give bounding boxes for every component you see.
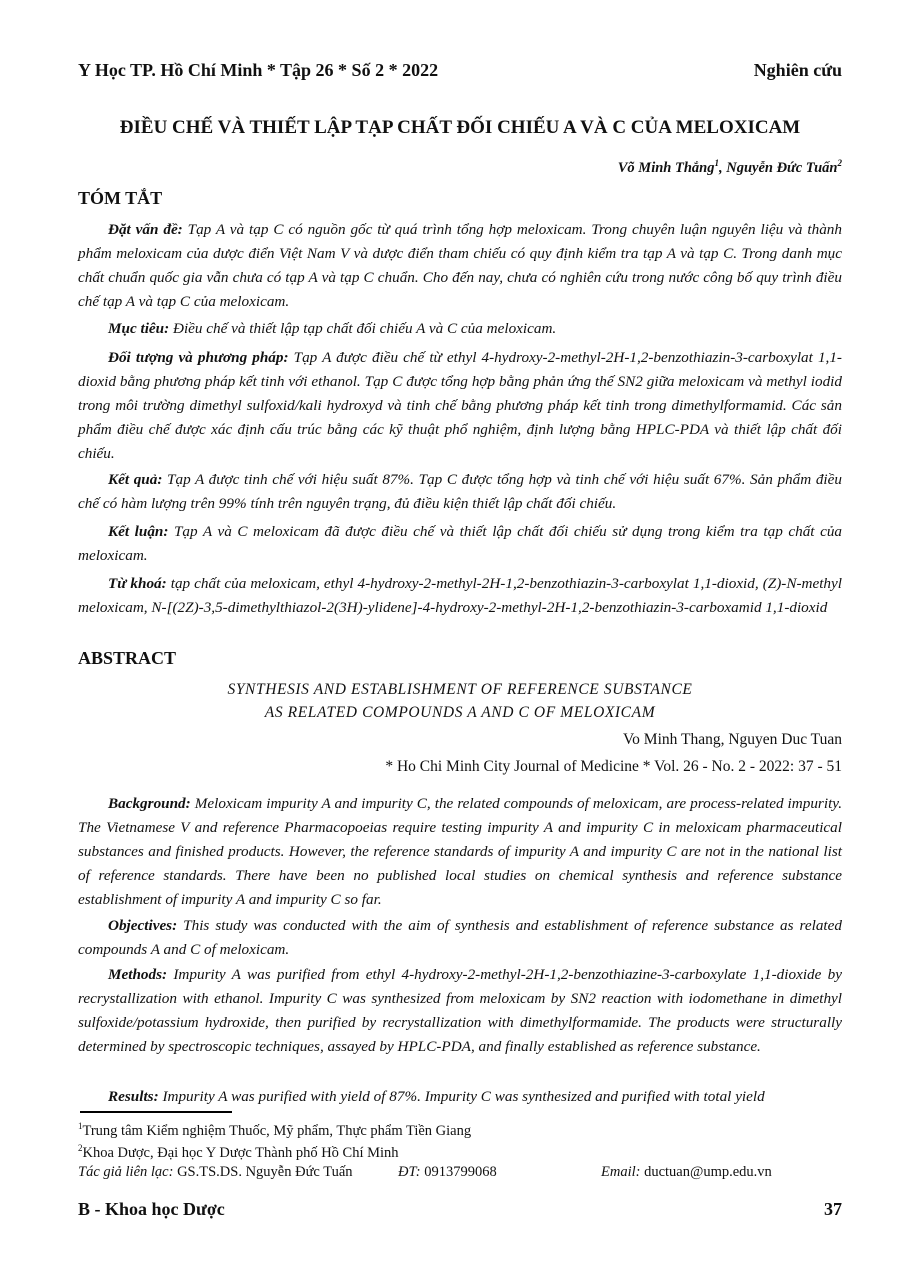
vn-background (78, 218, 842, 314)
vn-conclusion (78, 520, 842, 568)
text: Khoa Dược, Đại học Y Dược Thành phố Hồ Chí Minh (82, 1144, 399, 1161)
footnote-divider (80, 1111, 232, 1113)
author-2-affil: 2 (837, 158, 842, 168)
text: Tạp A và C meloxicam đã được điều chế và thiết lập chất đối chiếu sử dụng trong kiểm tra tạp chất của meloxicam. (78, 523, 843, 564)
vn-results (78, 468, 842, 516)
authors: Võ Minh Thắng$^1$, Nguyễn Đức Tuấn$^2$ (617, 158, 842, 176)
text: tạp chất của meloxicam, ethyl 4-hydroxy-2-methyl-2H-1,2-benzothiazin-3-carboxylat 1,1-dioxid, (Z)-N-methyl meloxicam, N-[(2Z)-3,5-dimethylthiazol-2(3H)-ylidene]-4-hydroxy-2-methyl-2H-1,2-benzothiazin-3-carboxamid 1,1-dioxid (78, 575, 842, 616)
citation: * Ho Chi Minh City Journal of Medicine * Vol. 26 - No. 2 - 2022: 37 - 51 (385, 758, 842, 775)
en-objectives (78, 914, 842, 962)
vn-keywords (78, 572, 842, 620)
footer-section: B - Khoa học Dược (78, 1199, 225, 1219)
text: Impurity A was purified from ethyl 4-hydroxy-2-methyl-2H-1,2-benzothiazine-3-carboxylate 1,1-dioxide by recrystallization with ethanol. Impurity C was synthesized from meloxicam by SN2 reaction with iodomethane in dimethyl sulfoxide/potassium hydroxide, then purified by recrystallization with dimethylformamide. The products were structurally determined by spectroscopic techniques, assayed by HPLC-PDA, and finally established as reference substance. (78, 966, 842, 1055)
page-footer (78, 1199, 842, 1220)
phone-label: ĐT: (398, 1164, 421, 1180)
article-title: ĐIỀU CHẾ VÀ THIẾT LẬP TẠP CHẤT ĐỐI CHIẾU A VÀ C CỦA MELOXICAM (119, 117, 801, 138)
vn-objective (78, 317, 842, 341)
label: Objectives: (108, 917, 178, 934)
text: Meloxicam impurity A and impurity C, the related compounds of meloxicam, are process-related impurity. The Vietnamese V and reference Pharmacopoeias require testing impurity A and impurity C in meloxicam pharmaceutical substances and finished products. However, the reference standards of impurity A and impurity C are not in the national list of reference standards. There have been no published local studies on chemical synthesis and reference substance establishment of impurity A and impurity C so far. (78, 795, 842, 908)
author-1: Võ Minh Thắng (617, 159, 715, 176)
sup: 2 (78, 1143, 83, 1153)
label: Kết luận: (108, 523, 169, 540)
text: Điều chế và thiết lập tạp chất đối chiếu A và C của meloxicam. (169, 320, 557, 337)
en-methods (78, 963, 842, 1059)
text: Impurity A was purified with yield of 87%. Impurity C was synthesized and purified with total yield (158, 1088, 765, 1105)
label: Mục tiêu: (108, 320, 170, 337)
label: Results: (108, 1088, 159, 1105)
en-results (78, 1085, 842, 1109)
author-2: Nguyễn Đức Tuấn (726, 159, 838, 176)
text: Tạp A được điều chế từ ethyl 4-hydroxy-2-methyl-2H-1,2-benzothiazin-3-carboxylat 1,1-dioxid bằng phương pháp kết tinh với ethanol. Tạp C được tổng hợp bằng phản ứng thế SN2 giữa meloxicam và methyl iodid trong môi trường dimethyl sulfoxid/kali hydroxyd và tinh chế bằng phương pháp kết tinh trong dimethylformamid. Các sản phẩm điều chế được xác định cấu trúc bằng các kỹ thuật phổ nghiệm, định lượng bằng HPLC-PDA và thiết lập chất đối chiếu. (78, 349, 842, 462)
running-header (78, 60, 842, 81)
sup: 1 (78, 1121, 83, 1131)
label: Background: (108, 795, 191, 812)
contact-name: GS.TS.DS. Nguyễn Đức Tuấn (177, 1164, 353, 1180)
text: Tạp A và tạp C có nguồn gốc từ quá trình tổng hợp meloxicam. Trong chuyên luận nguyên liệu và thành phẩm meloxicam của dược điển Việt Nam V và dược điển tham chiếu có quy định kiểm tra tạp A và tạp C. Trong danh mục chất chuẩn quốc gia vẫn chưa có tạp A và tạp C chuẩn. Cho đến nay, chưa có nghiên cứu trong nước công bố quy trình điều chế tạp A và tạp C của meloxicam. (78, 221, 842, 310)
contact-line (78, 1164, 842, 1181)
email-link[interactable]: ductuan@ump.edu.vn (644, 1164, 772, 1180)
text: This study was conducted with the aim of synthesis and establishment of reference substance as related compounds A and C of meloxicam. (78, 917, 842, 958)
contact-label: Tác giả liên lạc: (78, 1164, 174, 1180)
email-label: Email: (601, 1164, 641, 1180)
section-label: Nghiên cứu (753, 60, 842, 80)
label: Methods: (108, 966, 168, 983)
en-title (60, 678, 860, 724)
en-title-line-1: SYNTHESIS AND ESTABLISHMENT OF REFERENCE SUBSTANCE (227, 681, 693, 698)
vn-abstract-heading: TÓM TẮT (78, 188, 163, 208)
label: Đối tượng và phương pháp: (108, 349, 289, 366)
footnote-1 (78, 1121, 471, 1140)
journal-name: Y Học TP. Hồ Chí Minh * Tập 26 * Số 2 * 2022 (78, 60, 439, 80)
en-title-line-2: AS RELATED COMPOUNDS A AND C OF MELOXICAM (264, 704, 656, 721)
label: Kết quả: (108, 471, 163, 488)
label: Đặt vấn đề: (108, 221, 183, 238)
label: Từ khoá: (108, 575, 167, 592)
en-authors: Vo Minh Thang, Nguyen Duc Tuan (622, 731, 842, 748)
author-1-affil: 1 (714, 158, 719, 168)
text: Tạp A được tinh chế với hiệu suất 87%. Tạp C được tổng hợp và tinh chế với hiệu suất 67%. Sản phẩm điều chế có hàm lượng trên 99% tính trên nguyên trạng, đủ điều kiện thiết lập chất đối chiếu. (78, 471, 842, 512)
en-background (78, 792, 842, 912)
vn-methods (78, 346, 842, 466)
phone: 0913799068 (424, 1164, 497, 1180)
footnote-2 (78, 1143, 399, 1162)
en-abstract-heading: ABSTRACT (78, 648, 177, 668)
text: Trung tâm Kiểm nghiệm Thuốc, Mỹ phẩm, Thực phẩm Tiền Giang (82, 1122, 472, 1139)
page-number: 37 (824, 1199, 842, 1219)
